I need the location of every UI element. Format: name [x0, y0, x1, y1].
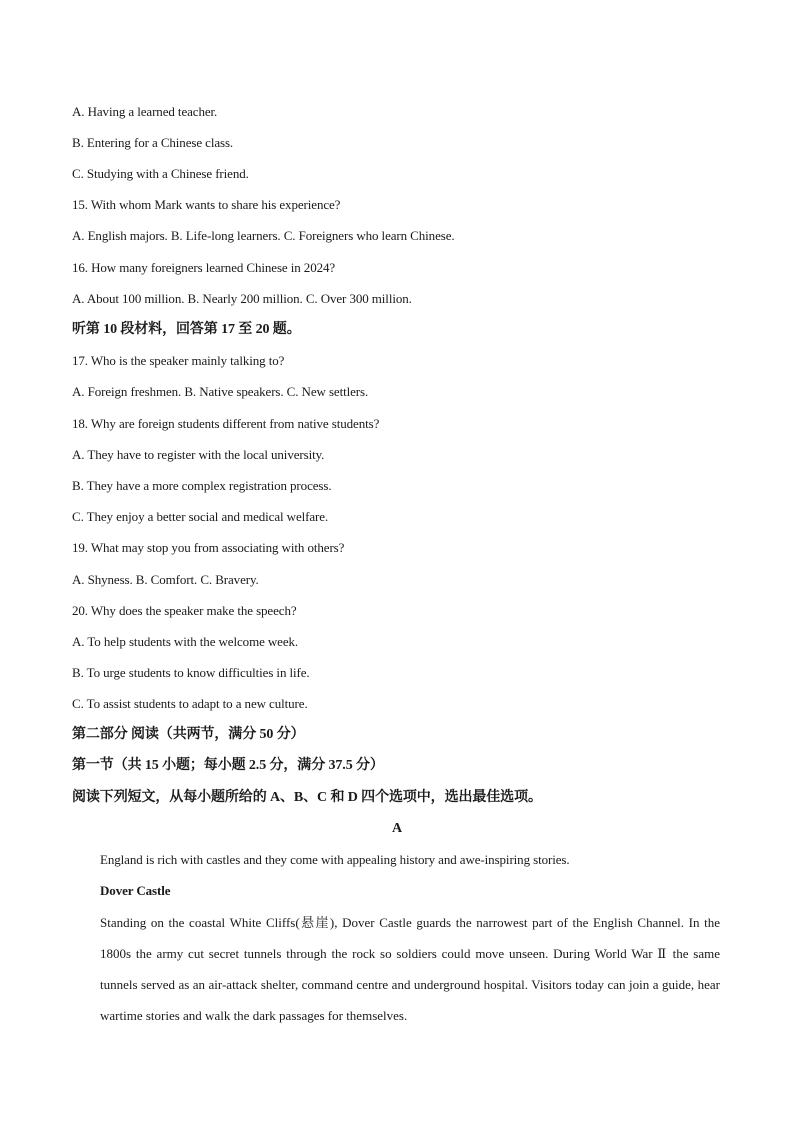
q18-option-c: C. They enjoy a better social and medical welfare. [72, 509, 329, 524]
q14-option-c: C. Studying with a Chinese friend. [72, 166, 249, 181]
castle-paragraph [72, 907, 720, 1031]
passage-intro: England is rich with castles and they come with appealing history and awe-inspiring stories. [100, 852, 570, 867]
section1-heading: 第一节（共 15 小题；每小题 2.5 分，满分 37.5 分） [72, 758, 384, 773]
q15-options: A. English majors. B. Life-long learners. C. Foreigners who learn Chinese. [72, 228, 455, 243]
section10-heading: 听第 10 段材料，回答第 17 至 20 题。 [72, 322, 301, 337]
q18-question: 18. Why are foreign students different from native students? [72, 416, 380, 431]
q14-option-a: A. Having a learned teacher. [72, 104, 218, 119]
reading-instructions: 阅读下列短文，从每小题所给的 A、B、C 和 D 四个选项中，选出最佳选项。 [72, 790, 542, 805]
part2-heading: 第二部分 阅读（共两节，满分 50 分） [72, 727, 305, 742]
q17-question: 17. Who is the speaker mainly talking to? [72, 353, 285, 368]
q18-option-a: A. They have to register with the local university. [72, 447, 325, 462]
q16-options: A. About 100 million. B. Nearly 200 million. C. Over 300 million. [72, 291, 412, 306]
q20-option-a: A. To help students with the welcome week. [72, 634, 299, 649]
q15-question: 15. With whom Mark wants to share his experience? [72, 197, 341, 212]
castle-title: Dover Castle [100, 883, 171, 898]
q19-options: A. Shyness. B. Comfort. C. Bravery. [72, 572, 259, 587]
q20-option-c: C. To assist students to adapt to a new culture. [72, 696, 308, 711]
q18-option-b: B. They have a more complex registration process. [72, 478, 332, 493]
q20-option-b: B. To urge students to know difficulties in life. [72, 665, 310, 680]
q17-options: A. Foreign freshmen. B. Native speakers. C. New settlers. [72, 384, 369, 399]
q14-option-b: B. Entering for a Chinese class. [72, 135, 234, 150]
q20-question: 20. Why does the speaker make the speech? [72, 603, 297, 618]
q19-question: 19. What may stop you from associating with others? [72, 540, 345, 555]
q16-question: 16. How many foreigners learned Chinese in 2024? [72, 260, 336, 275]
castle-paragraph-text: Standing on the coastal White Cliffs(悬崖), Dover Castle guards the narrowest part of the English Channel. In the 1800s the army cut secret tunnels through the rock so soldiers could move unseen. During World War Ⅱ the same tunnels served as an air-attack shelter, command centre and underground hospital. Visitors today can join a guide, hear wartime stories and walk the dark passages for themselves. [100, 915, 720, 1023]
passage-letter: A [391, 821, 402, 836]
